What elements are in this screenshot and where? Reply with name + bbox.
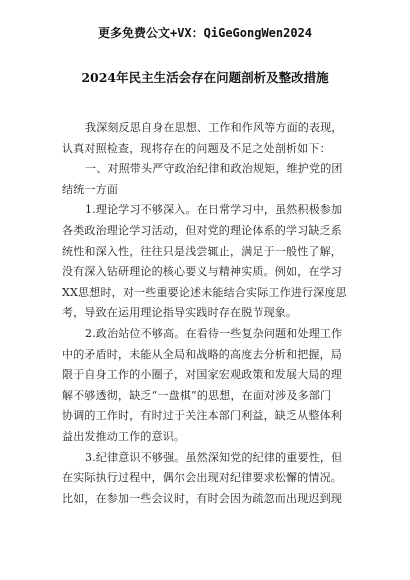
body-line: 1.理论学习不够深入。在日常学习中，虽然积极参加 — [85, 203, 343, 217]
body-line: 比如，在参加一些会议时，有时会因为疏忽而出现迟到现 — [62, 491, 342, 505]
body-line: 各类政治理论学习活动，但对党的理论体系的学习缺乏系 — [62, 223, 342, 237]
body-line: 解不够透彻，缺乏“一盘棋”的思想，在面对涉及多部门 — [62, 388, 332, 402]
body-line: 一、对照带头严守政治纪律和政治规矩，维护党的团 — [85, 162, 343, 176]
body-line: 益出发推动工作的意识。 — [62, 429, 186, 443]
body-line: XX思想时，对一些重要论述未能结合实际工作进行深度思 — [62, 285, 347, 299]
body-line: 协调的工作时，有时过于关注本部门利益，缺乏从整体利 — [62, 409, 342, 423]
body-line: 结统一方面 — [62, 182, 118, 196]
document-title: 2024年民主生活会存在问题剖析及整改措施 — [81, 70, 329, 85]
document-body — [62, 118, 354, 509]
body-line: 考，导致在运用理论指导实践时存在脱节现象。 — [62, 306, 298, 320]
body-line: 认真对照检查，现将存在的问题及不足之处剖析如下： — [62, 141, 331, 155]
body-line: 在实际执行过程中，偶尔会出现对纪律要求松懈的情况。 — [62, 471, 342, 485]
body-line: 我深刻反思自身在思想、工作和作风等方面的表现， — [85, 121, 343, 134]
body-line: 2.政治站位不够高。在看待一些复杂问题和处理工作 — [85, 326, 343, 340]
body-line: 没有深入钻研理论的核心要义与精神实质。例如，在学习 — [62, 265, 342, 279]
promo-header: 更多免费公文+VX：QiGeGongWen2024 — [97, 26, 313, 40]
body-line: 3.纪律意识不够强。虽然深知党的纪律的重要性，但 — [85, 450, 343, 464]
body-line: 统性和深入性，往往只是浅尝辄止，满足于一般性了解， — [62, 244, 342, 258]
body-line: 中的矛盾时，未能从全局和战略的高度去分析和把握，局 — [62, 347, 342, 361]
body-line: 限于自身工作的小圈子，对国家宏观政策和发展大局的理 — [62, 368, 342, 382]
